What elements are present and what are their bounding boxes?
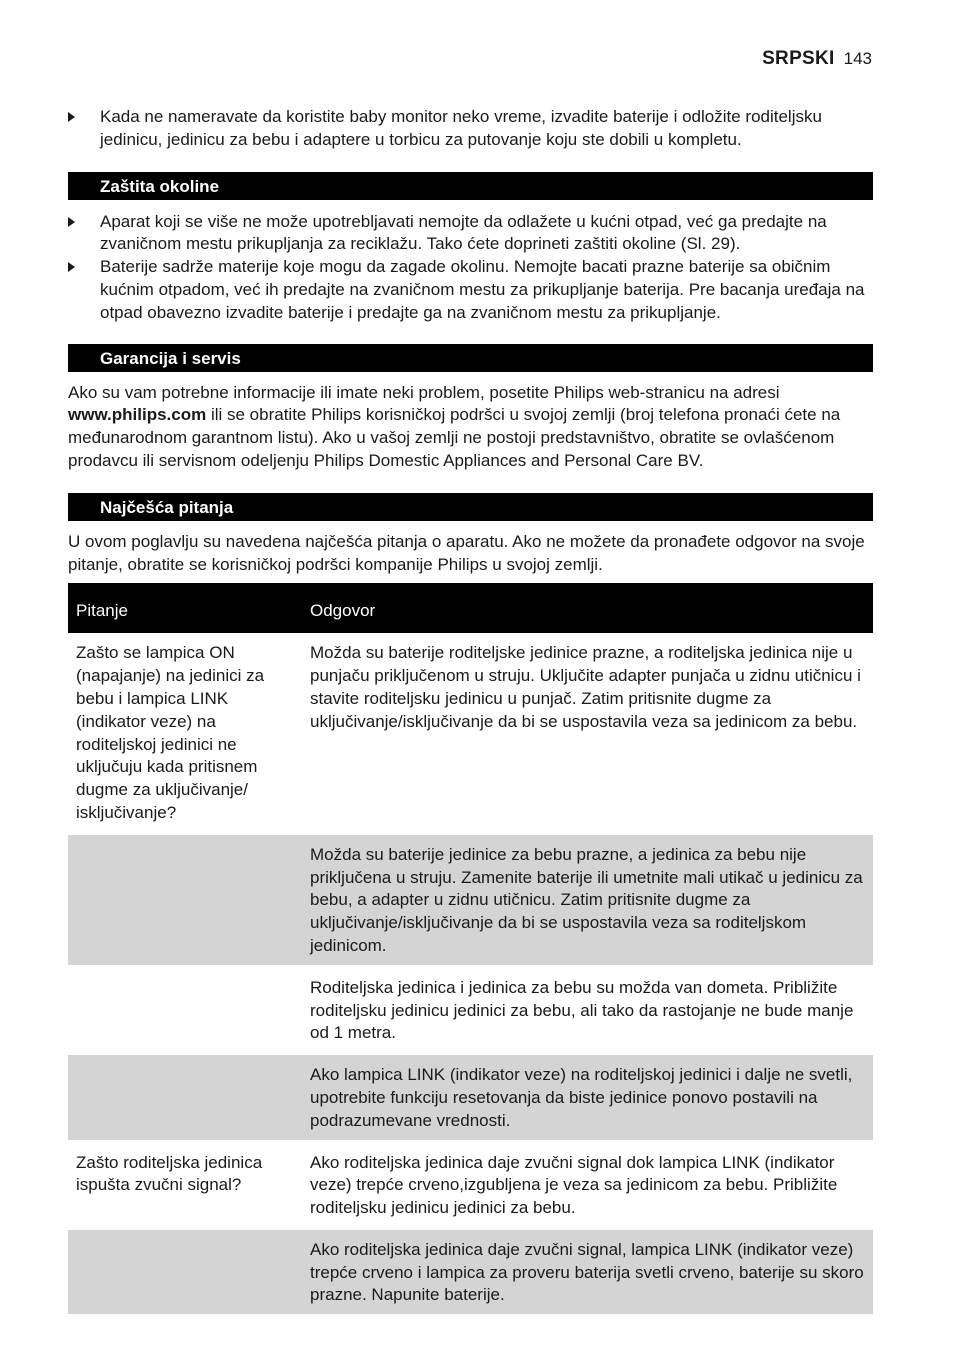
table-row [68,966,873,1053]
question-cell: Zašto se lampica ON (napajanje) na jedinici za bebu i lampica LINK (indikator veze) na roditeljskoj jedinici ne uključuju kada pritisnem dugme za uključivanje/ isključivanje? [76,643,265,822]
section-heading-faq: Najčešća pitanja [68,493,873,521]
faq-intro-paragraph: U ovom poglavlju su navedena najčešća pitanja o aparatu. Ako ne možete da pronađete odgovor na svoje pitanje, obratite se korisničkoj podršci kompanije Philips u svojoj zemlji. [68,531,865,574]
answer-cell: Roditeljska jedinica i jedinica za bebu su možda van dometa. Približite roditeljsku jedinicu jedinici za bebu, ali tako da rastojanje ne bude manje od 1 metra. [302,966,873,1053]
answer-cell: Ako roditeljska jedinica daje zvučni signal, lampica LINK (indikator veze) trepće crveno i lampica za proveru baterija svetli crveno, baterije su skoro prazne. Napunite baterije. [302,1228,873,1314]
page-content [68,106,873,1314]
table-row [68,1054,873,1141]
column-header-question: Pitanje [68,583,302,633]
list-item [68,211,873,257]
bullet-text: Aparat koji se više ne može upotrebljavati nemojte da odlažete u kućni otpad, već ga predajte na zvaničnom mestu prikupljanja za reciklažu. Tako ćete doprineti zaštiti okoline (Sl. 29). [100,211,827,254]
warranty-paragraph [68,382,873,473]
warranty-text-after: ili se obratite Philips korisničkoj podršci u svojoj zemlji (broj telefona pronaći ćete na međunarodnom garantnom listu). Ako u vašoj zemlji ne postoji predstavništvo, obratite se ovlašćenom prodavcu ili servisnom odeljenju Philips Domestic Appliances and Personal Care BV. [68,405,841,470]
section-heading-warranty: Garancija i servis [68,344,873,372]
page-number: 143 [843,49,872,68]
table-row [68,633,873,833]
question-cell [68,833,302,966]
philips-website-link[interactable]: www.philips.com [68,405,207,425]
warranty-text-before: Ako su vam potrebne informacije ili imate neki problem, posetite Philips web-stranicu na adresi [68,382,780,402]
bullet-arrow-icon [68,217,75,227]
table-row [68,1141,873,1228]
bullet-text: Baterije sadrže materije koje mogu da zagade okolinu. Nemojte bacati prazne baterije sa običnim kućnim otpadom, već ih predajte na zvaničnom mestu za prikupljanje baterija. Pre bacanja uređaja na otpad obavezno izvadite baterije i predajte ga na zvaničnom mestu za prikupljanje. [100,257,865,322]
language-label: SRPSKI [762,48,835,69]
list-item [68,106,873,152]
environment-bullet-list [68,211,873,325]
question-cell [68,966,302,1053]
answer-cell: Možda su baterije roditeljske jedinice prazne, a roditeljska jedinica nije u punjaču priključenom u struju. Uključite adapter punjača u zidnu utičnicu i stavite roditeljsku jedinicu u punjač. Zatim pritisnite dugme za uključivanje/isključivanje da bi se uspostavila veza sa jedinicom za bebu. [310,643,861,731]
list-item [68,256,873,324]
bullet-text: Kada ne nameravate da koristite baby monitor neko vreme, izvadite baterije i odložite roditeljsku jedinicu, jedinicu za bebu i adaptere u torbicu za putovanje koju ste dobili u kompletu. [100,107,822,149]
bullet-arrow-icon [68,112,75,122]
table-row [68,833,873,966]
answer-cell: Možda su baterije jedinice za bebu prazne, a jedinica za bebu nije priključena u struju. Zamenite baterije ili umetnite mali utikač u jedinicu za bebu, a adapter u zidnu utičnicu. Zatim pritisnite dugme za uključivanje/isključivanje da bi se uspostavila veza sa roditeljskom jedinicom. [302,833,873,966]
table-row [68,1228,873,1314]
answer-cell: Ako roditeljska jedinica daje zvučni signal dok lampica LINK (indikator veze) trepće crveno,izgubljena je veza sa jedinicom za bebu. Približite roditeljsku jedinicu jedinici za bebu. [302,1141,873,1228]
question-cell [68,1228,302,1314]
page-header [762,48,872,70]
question-cell: Zašto roditeljska jedinica ispušta zvučni signal? [68,1141,302,1228]
faq-table [68,583,873,1314]
question-cell [68,1054,302,1141]
bullet-arrow-icon [68,262,75,272]
section-heading-environment: Zaštita okoline [68,172,873,200]
answer-cell: Ako lampica LINK (indikator veze) na roditeljskoj jedinici i dalje ne svetli, upotrebite funkciju resetovanja da biste jedinice ponovo postavili na podrazumevane vrednosti. [302,1054,873,1141]
faq-table-header [68,583,873,633]
intro-bullet-list [68,106,873,152]
column-header-answer: Odgovor [302,583,873,633]
